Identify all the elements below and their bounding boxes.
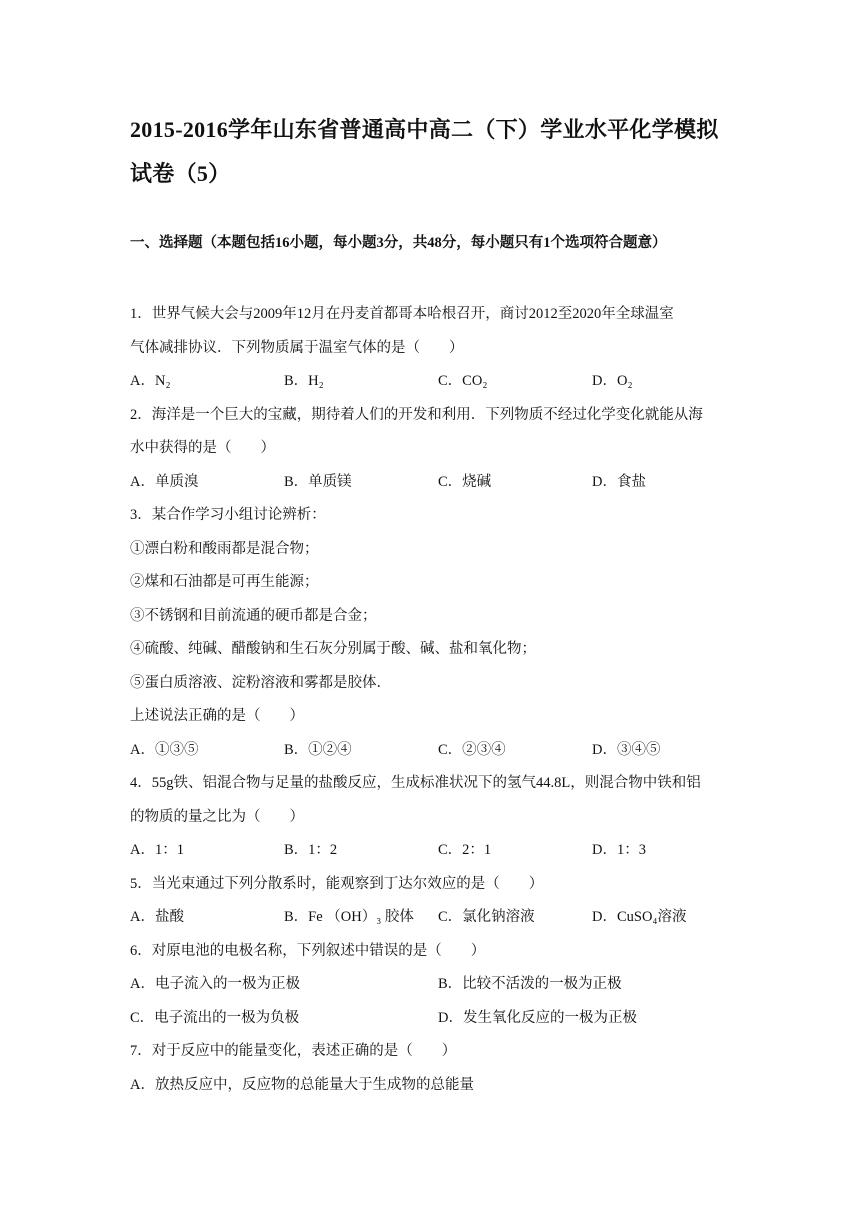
option-b: B．①②④ [284, 741, 352, 758]
option-d: D．1：3 [592, 842, 646, 858]
option-d: D．食盐 [592, 473, 646, 490]
option-b: B．单质镁 [284, 473, 352, 490]
statement-5: ⑤蛋白质溶液、淀粉溶液和雾都是胶体． [130, 674, 391, 691]
question-4 [130, 767, 740, 868]
section-heading: 一、选择题（本题包括16小题，每小题3分，共48分，每小题只有1个选项符合题意） [130, 235, 667, 251]
question-text: 气体减排协议．下列物质属于温室气体的是（ ） [130, 339, 464, 356]
question-3 [130, 499, 740, 767]
statement-3: ③不锈钢和目前流通的硬币都是合金； [130, 607, 377, 624]
question-text: 上述说法正确的是（ ） [130, 708, 304, 724]
option-row [130, 365, 740, 399]
question-text: 6．对原电池的电极名称，下列叙述中错误的是（ ） [130, 942, 486, 959]
question-list [130, 298, 740, 1102]
option-c: C．电子流出的一极为负极 [130, 1009, 300, 1026]
option-a: A．N₂ [130, 373, 171, 389]
option-b: B．H₂ [284, 373, 324, 389]
question-5 [130, 868, 740, 935]
option-a: A．1：1 [130, 842, 184, 858]
question-text: 4．55g铁、铝混合物与足量的盐酸反应，生成标准状况下的氢气44.8L，则混合物中铁和铝 [130, 775, 701, 791]
option-b: B．Fe （OH）₃ 胶体 [284, 909, 414, 925]
question-text: 的物质的量之比为（ ） [130, 808, 304, 825]
option-row [130, 968, 740, 1002]
question-text: 水中获得的是（ ） [130, 440, 275, 456]
question-1 [130, 298, 740, 399]
option-c: C．CO₂ [438, 373, 488, 389]
option-a: A．单质溴 [130, 473, 199, 490]
document-title: 2015-2016学年山东省普通高中高二（下）学业水平化学模拟试卷（5） [130, 117, 719, 186]
option-d: D．发生氧化反应的一极为正极 [438, 1009, 637, 1026]
statement-4: ④硫酸、纯碱、醋酸钠和生石灰分别属于酸、碱、盐和氧化物； [130, 641, 536, 657]
option-row [130, 466, 740, 500]
option-c: C．烧碱 [438, 473, 492, 490]
question-2 [130, 399, 740, 500]
option-b: B．比较不活泼的一极为正极 [438, 976, 622, 992]
option-d: D．CuSO₄溶液 [592, 909, 687, 925]
option-row [130, 834, 740, 868]
question-text: 1．世界气候大会与2009年12月在丹麦首都哥本哈根召开，商讨2012至2020年全球温室 [130, 306, 674, 322]
option-c: C．2：1 [438, 842, 492, 858]
option-a: A．盐酸 [130, 909, 184, 925]
option-d: D．O₂ [592, 373, 633, 389]
statement-1: ①漂白粉和酸雨都是混合物； [130, 540, 319, 557]
question-text: 2．海洋是一个巨大的宝藏，期待着人们的开发和利用．下列物质不经过化学变化就能从海 [130, 406, 703, 423]
statement-2: ②煤和石油都是可再生能源； [130, 574, 319, 590]
option-row [130, 734, 740, 768]
question-7 [130, 1035, 740, 1102]
option-a: A．放热反应中，反应物的总能量大于生成物的总能量 [130, 1076, 474, 1093]
option-a: A．电子流入的一极为正极 [130, 976, 300, 992]
option-c: C．②③④ [438, 741, 506, 758]
question-text: 7．对于反应中的能量变化，表述正确的是（ ） [130, 1043, 457, 1059]
question-text: 3．某合作学习小组讨论辨析： [130, 507, 326, 523]
option-row [130, 1002, 740, 1036]
option-row [130, 901, 740, 935]
question-text: 5．当光束通过下列分散系时，能观察到丁达尔效应的是（ ） [130, 875, 544, 892]
option-a: A．①③⑤ [130, 741, 199, 758]
option-c: C．氯化钠溶液 [438, 909, 535, 925]
question-6 [130, 935, 740, 1036]
option-b: B．1：2 [284, 842, 338, 858]
option-d: D．③④⑤ [592, 741, 661, 758]
